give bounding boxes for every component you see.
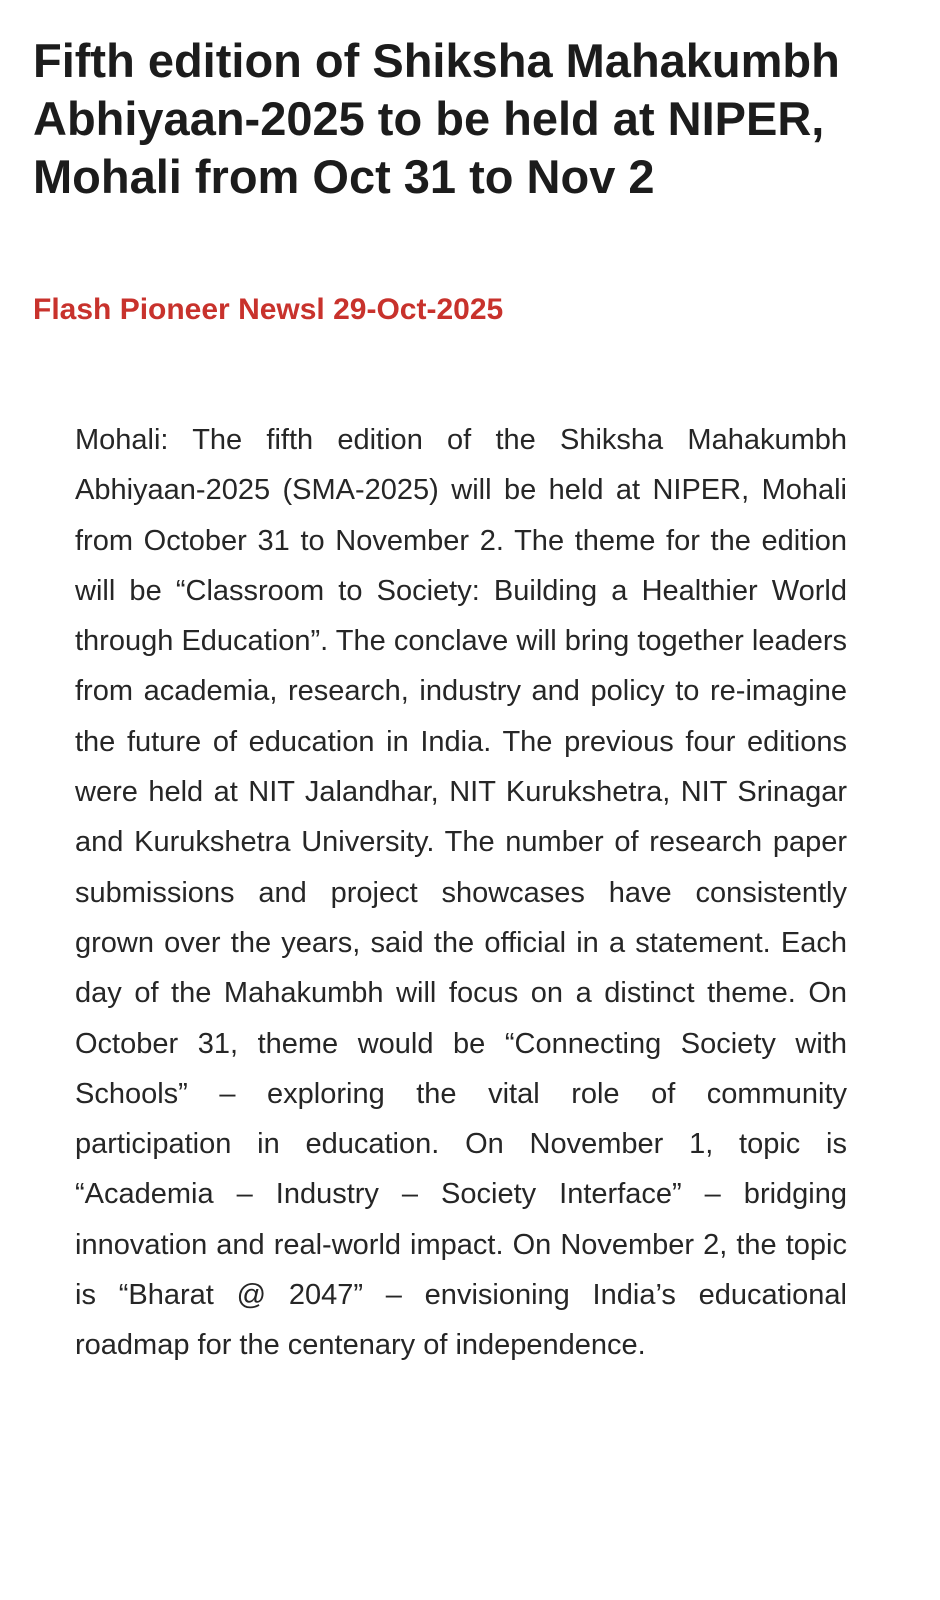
article-headline: Fifth edition of Shiksha Mahakumbh Abhiyaan-2025 to be held at NIPER, Mohali from Oct 31 to Nov 2 <box>33 34 840 203</box>
article-byline: Flash Pioneer Newsl 29-Oct-2025 <box>33 293 504 326</box>
article-body: Mohali: The fifth edition of the Shiksha Mahakumbh Abhiyaan-2025 (SMA-2025) will be held at NIPER, Mohali from October 31 to November 2. The theme for the edition will be “Classroom to Society: Building a Healthier World through Education”. The conclave will bring together leaders from academia, research, industry and policy to re-imagine the future of education in India. The previous four editions were held at NIT Jalandhar, NIT Kurukshetra, NIT Srinagar and Kurukshetra University. The number of research paper submissions and project showcases have consistently grown over the years, said the official in a statement. Each day of the Mahakumbh will focus on a distinct theme. On October 31, theme would be “Connecting Society with Schools” – exploring the vital role of community participation in education. On November 1, topic is “Academia – Industry – Society Interface” – bridging innovation and real-world impact. On November 2, the topic is “Bharat @ 2047” – envisioning India’s educational roadmap for the centenary of independence. <box>75 424 847 1362</box>
